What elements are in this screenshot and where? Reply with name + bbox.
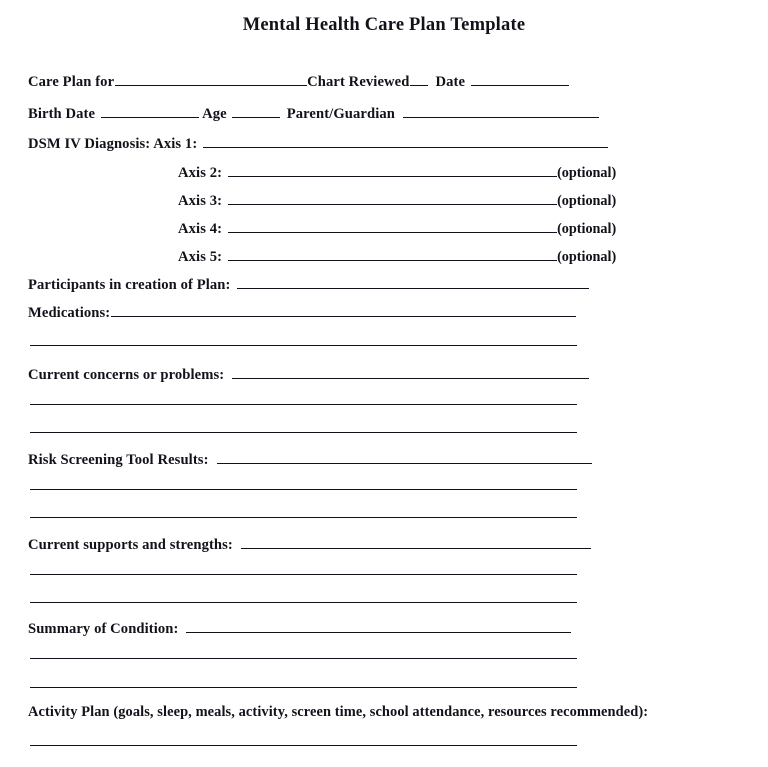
current-supports-input[interactable] [241, 535, 591, 549]
axis-1-input[interactable] [203, 134, 608, 148]
row-birth-date [28, 104, 599, 123]
row-current-supports [28, 535, 591, 554]
birth-date-input[interactable] [101, 104, 199, 118]
summary-label: Summary of Condition: [28, 621, 179, 638]
row-summary-of-condition [28, 619, 571, 638]
current-supports-blank-line-1[interactable] [30, 574, 577, 575]
summary-blank-line-2[interactable] [30, 687, 577, 688]
row-dsm-axis-2 [178, 163, 616, 182]
row-dsm-axis-1 [28, 134, 608, 153]
row-risk-screening [28, 450, 592, 469]
axis-3-label: Axis 3: [178, 193, 223, 210]
activity-plan-label: Activity Plan (goals, sleep, meals, activity, screen time, school attendance, resources recommended): [28, 704, 649, 720]
participants-label: Participants in creation of Plan: [28, 277, 231, 294]
chart-reviewed-input[interactable] [410, 72, 428, 86]
row-medications [28, 303, 576, 322]
activity-plan-blank-line-1[interactable] [30, 745, 577, 746]
axis-3-input[interactable] [228, 191, 557, 205]
care-plan-for-input[interactable] [115, 72, 307, 86]
age-label: Age [202, 106, 227, 123]
age-input[interactable] [232, 104, 280, 118]
row-care-plan-for [28, 72, 569, 91]
birth-date-label: Birth Date [28, 106, 96, 123]
medications-blank-line-1[interactable] [30, 345, 577, 346]
parent-guardian-input[interactable] [403, 104, 599, 118]
current-concerns-blank-line-1[interactable] [30, 404, 577, 405]
risk-screening-blank-line-2[interactable] [30, 517, 577, 518]
participants-input[interactable] [237, 275, 589, 289]
current-supports-label: Current supports and strengths: [28, 537, 233, 554]
date-input[interactable] [471, 72, 569, 86]
row-dsm-axis-3 [178, 191, 616, 210]
axis-4-optional-tag: (optional) [557, 221, 617, 238]
medications-label: Medications: [28, 305, 111, 322]
risk-screening-label: Risk Screening Tool Results: [28, 452, 209, 469]
summary-blank-line-1[interactable] [30, 658, 577, 659]
axis-2-input[interactable] [228, 163, 557, 177]
dsm-diagnosis-label: DSM IV Diagnosis: Axis 1: [28, 136, 198, 153]
parent-guardian-label: Parent/Guardian [286, 106, 395, 123]
row-dsm-axis-4 [178, 219, 616, 238]
care-plan-for-label: Care Plan for [28, 74, 115, 91]
axis-4-label: Axis 4: [178, 221, 223, 238]
row-participants [28, 275, 589, 294]
current-concerns-label: Current concerns or problems: [28, 367, 225, 384]
date-label: Date [435, 74, 466, 91]
medications-input[interactable] [111, 303, 576, 317]
row-dsm-axis-5 [178, 247, 616, 266]
chart-reviewed-label: Chart Reviewed [307, 74, 410, 91]
axis-3-optional-tag: (optional) [557, 193, 617, 210]
current-concerns-blank-line-2[interactable] [30, 432, 577, 433]
axis-5-optional-tag: (optional) [557, 249, 617, 266]
current-concerns-input[interactable] [232, 365, 589, 379]
axis-5-input[interactable] [228, 247, 557, 261]
risk-screening-input[interactable] [217, 450, 592, 464]
axis-4-input[interactable] [228, 219, 557, 233]
current-supports-blank-line-2[interactable] [30, 602, 577, 603]
axis-5-label: Axis 5: [178, 249, 223, 266]
risk-screening-blank-line-1[interactable] [30, 489, 577, 490]
summary-input[interactable] [186, 619, 571, 633]
page-title: Mental Health Care Plan Template [242, 15, 526, 35]
axis-2-label: Axis 2: [178, 165, 223, 182]
axis-2-optional-tag: (optional) [557, 165, 617, 182]
row-current-concerns [28, 365, 589, 384]
row-activity-plan [28, 704, 648, 721]
